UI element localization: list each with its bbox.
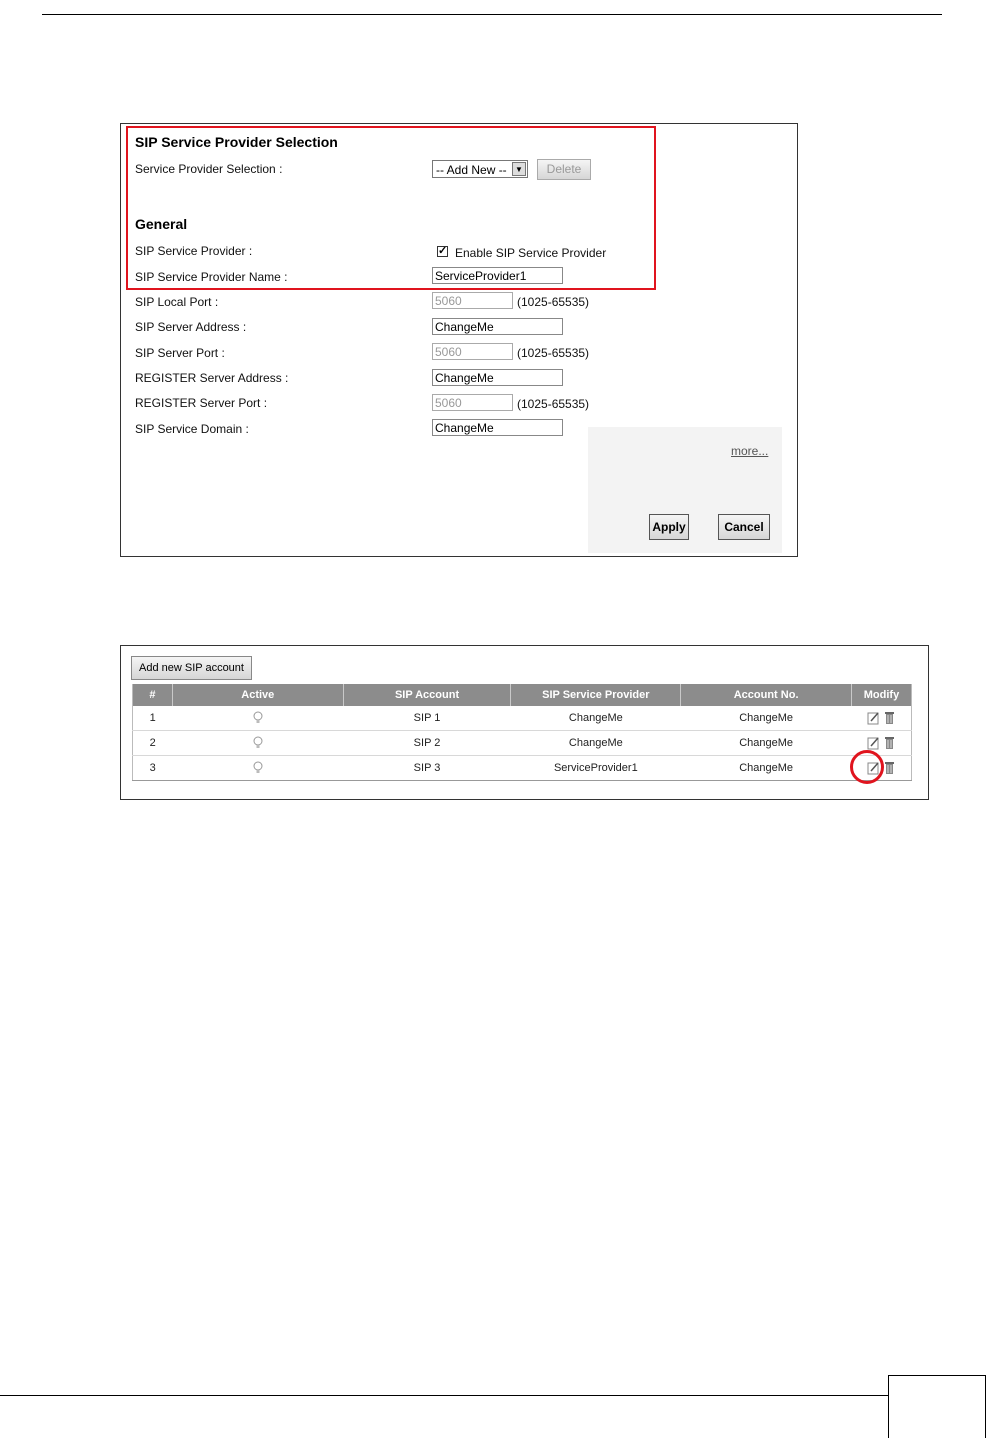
provider-label: SIP Service Provider : bbox=[135, 244, 253, 258]
server-port-label: SIP Server Port : bbox=[135, 346, 225, 360]
row-provider: ServiceProvider1 bbox=[511, 756, 681, 781]
selection-label: Service Provider Selection : bbox=[135, 162, 283, 176]
add-sip-account-button[interactable]: Add new SIP account bbox=[131, 656, 252, 680]
domain-input[interactable] bbox=[432, 419, 563, 436]
cancel-button[interactable]: Cancel bbox=[718, 514, 770, 540]
table-row bbox=[133, 706, 912, 731]
provider-select[interactable] bbox=[432, 160, 528, 178]
server-address-input[interactable] bbox=[432, 318, 563, 335]
table-row bbox=[133, 731, 912, 756]
highlight-box bbox=[126, 126, 656, 290]
col-header-account: SIP Account bbox=[343, 684, 511, 706]
selection-section-title: SIP Service Provider Selection bbox=[135, 134, 338, 150]
row-provider: ChangeMe bbox=[511, 706, 681, 731]
row-account: SIP 3 bbox=[343, 756, 511, 781]
local-port-input[interactable] bbox=[432, 292, 513, 309]
row-account-no: ChangeMe bbox=[681, 731, 852, 756]
highlight-circle bbox=[850, 750, 884, 784]
row-num: 1 bbox=[133, 706, 173, 731]
col-header-modify: Modify bbox=[852, 684, 912, 706]
table-header-row bbox=[133, 684, 912, 706]
more-link[interactable]: more... bbox=[731, 444, 769, 458]
modify-cell bbox=[852, 706, 912, 731]
row-num: 3 bbox=[133, 756, 173, 781]
active-cell bbox=[172, 706, 343, 731]
enable-provider-label: Enable SIP Service Provider bbox=[455, 246, 607, 260]
header-rule bbox=[42, 14, 942, 15]
row-num: 2 bbox=[133, 731, 173, 756]
col-header-active: Active bbox=[172, 684, 343, 706]
server-port-input[interactable] bbox=[432, 343, 513, 360]
edit-icon[interactable] bbox=[867, 736, 880, 750]
trash-icon[interactable] bbox=[883, 736, 896, 750]
col-header-provider: SIP Service Provider bbox=[511, 684, 681, 706]
chevron-down-icon[interactable]: ▼ bbox=[512, 162, 526, 176]
provider-name-input[interactable] bbox=[432, 267, 563, 284]
server-address-label: SIP Server Address : bbox=[135, 320, 247, 334]
row-account: SIP 1 bbox=[343, 706, 511, 731]
page-number-box bbox=[888, 1375, 986, 1438]
bulb-icon bbox=[252, 711, 264, 725]
delete-button[interactable]: Delete bbox=[537, 159, 591, 180]
trash-icon[interactable] bbox=[883, 711, 896, 725]
row-account: SIP 2 bbox=[343, 731, 511, 756]
row-account-no: ChangeMe bbox=[681, 706, 852, 731]
local-port-range: (1025-65535) bbox=[517, 295, 590, 309]
edit-icon[interactable] bbox=[867, 711, 880, 725]
local-port-label: SIP Local Port : bbox=[135, 295, 219, 309]
register-address-label: REGISTER Server Address : bbox=[135, 371, 289, 385]
table-row bbox=[133, 756, 912, 781]
register-address-input[interactable] bbox=[432, 369, 563, 386]
domain-label: SIP Service Domain : bbox=[135, 422, 249, 436]
active-cell bbox=[172, 731, 343, 756]
bulb-icon bbox=[252, 736, 264, 750]
trash-icon[interactable] bbox=[883, 761, 896, 775]
sip-account-table bbox=[132, 684, 912, 781]
row-provider: ChangeMe bbox=[511, 731, 681, 756]
col-header-account-no: Account No. bbox=[681, 684, 852, 706]
bulb-icon bbox=[252, 761, 264, 775]
enable-provider-checkbox[interactable]: ✓ bbox=[438, 245, 448, 257]
apply-button[interactable]: Apply bbox=[649, 514, 689, 540]
col-header-num: # bbox=[133, 684, 173, 706]
active-cell bbox=[172, 756, 343, 781]
general-section-title: General bbox=[135, 216, 188, 232]
row-account-no: ChangeMe bbox=[681, 756, 852, 781]
server-port-range: (1025-65535) bbox=[517, 346, 590, 360]
provider-select-value: -- Add New -- bbox=[436, 163, 507, 177]
footer-rule bbox=[0, 1395, 888, 1396]
register-port-input[interactable] bbox=[432, 394, 513, 411]
provider-name-label: SIP Service Provider Name : bbox=[135, 270, 288, 284]
register-port-label: REGISTER Server Port : bbox=[135, 396, 268, 410]
register-port-range: (1025-65535) bbox=[517, 397, 590, 411]
